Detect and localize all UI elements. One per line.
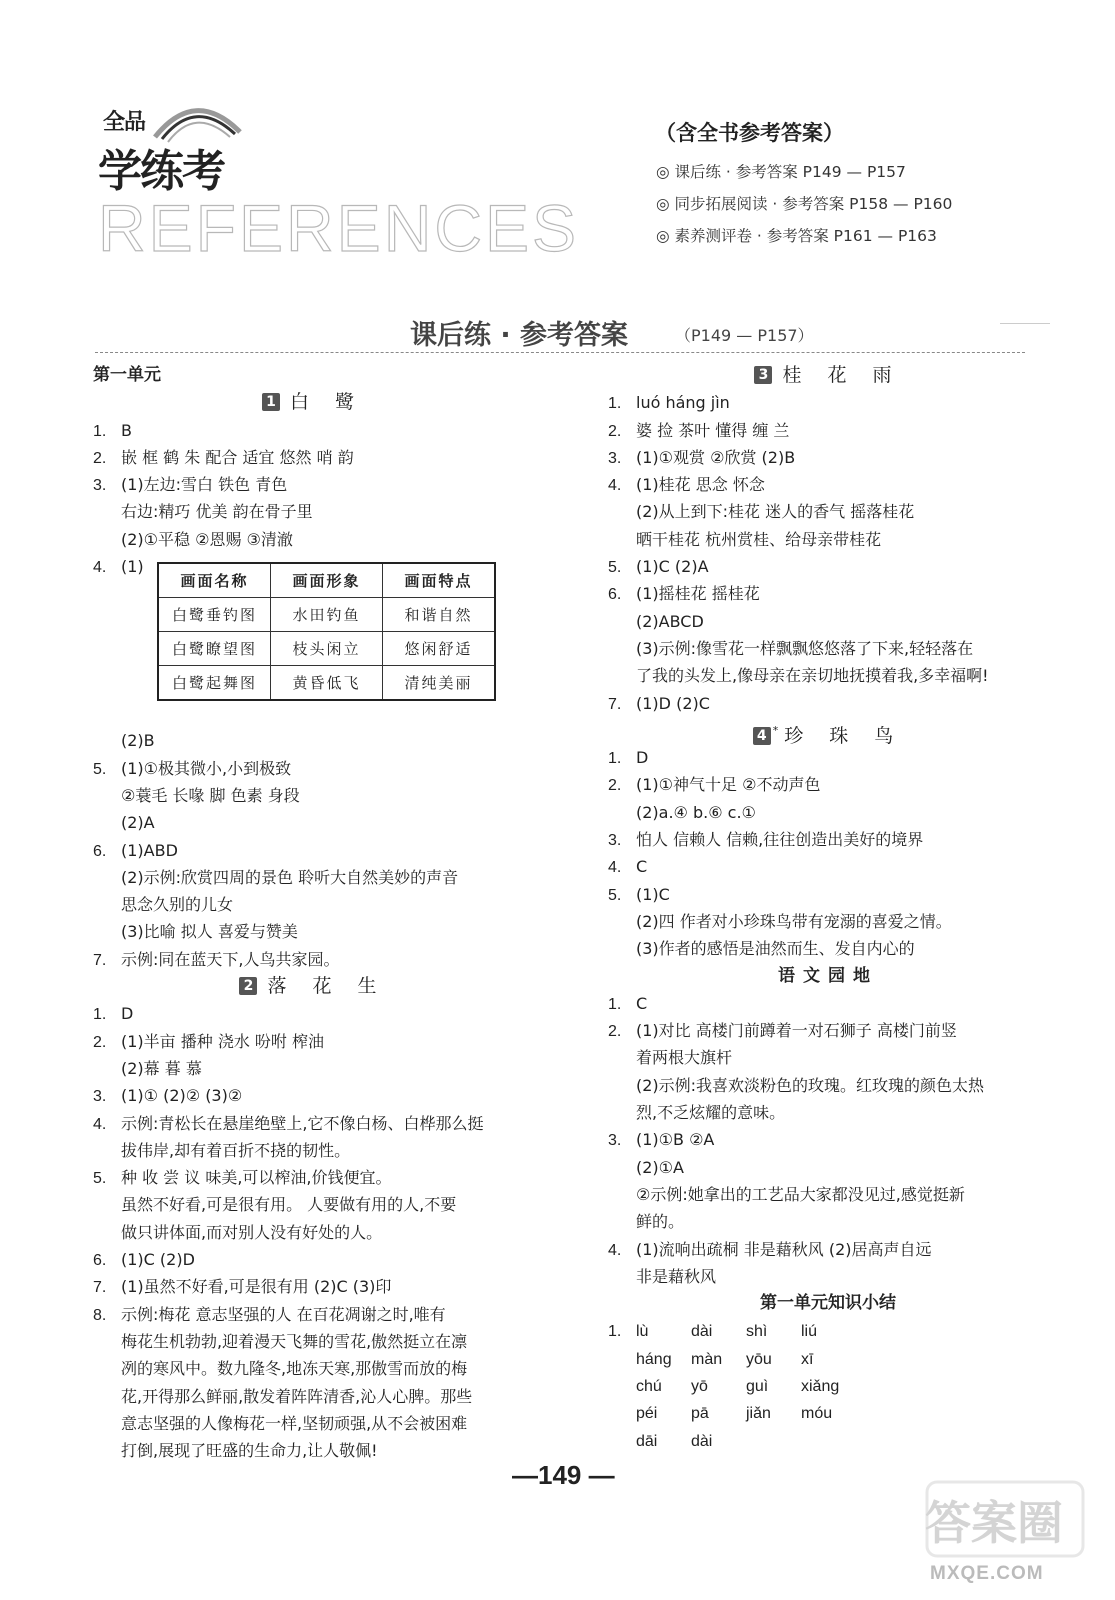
answer-line (93, 1383, 533, 1410)
answer-line (93, 1137, 533, 1164)
pinyin-word: móu (801, 1405, 833, 1423)
answer-text: (3)比喻 拟人 喜爱与赞美 (121, 922, 298, 942)
answer-line (608, 1181, 1048, 1208)
table-cell: 悠闲舒适 (383, 632, 496, 666)
answer-text: 花,开得那么鲜丽,散发着阵阵清香,沁人心脾。那些 (121, 1386, 473, 1406)
answer-table (157, 562, 496, 701)
answer-line (93, 1355, 533, 1382)
lesson-title (608, 362, 1048, 389)
table-cell: 白鹭垂钓图 (158, 598, 271, 632)
answer-line (608, 608, 1048, 635)
lesson-title (93, 389, 533, 416)
answer-text: (3)示例:像雪花一样飘飘悠悠落了下来,轻轻落在 (636, 638, 974, 658)
answer-line (93, 1164, 533, 1191)
answer-text: 怕人 信赖人 信赖,往往创造出美好的境界 (636, 830, 924, 850)
question-number: 2. (608, 422, 622, 440)
answer-line (93, 1328, 533, 1355)
pinyin-word: xī (801, 1350, 814, 1368)
answer-line (93, 1301, 533, 1328)
lesson-title (93, 973, 533, 1000)
watermark-url: MXQE.COM (930, 1563, 1044, 1584)
logo-text: 学练考 (98, 146, 224, 197)
question-number: 3. (93, 1088, 107, 1106)
contents-list (656, 160, 952, 256)
answer-line (93, 1082, 533, 1109)
answer-list (93, 727, 533, 973)
answer-line (93, 417, 533, 444)
pinyin-word: dài (691, 1323, 713, 1341)
answer-line (608, 908, 1048, 935)
question-number: 7. (93, 1279, 107, 1297)
answer-text: 虽然不好看,可是很有用。 人要做有用的人,不要 (121, 1195, 457, 1215)
table-cell: 水田钓鱼 (271, 598, 383, 632)
answer-line (93, 1410, 533, 1437)
question-number: 2. (608, 1023, 622, 1041)
answer-text: (2)四 作者对小珍珠鸟带有宠溺的喜爱之情。 (636, 911, 952, 931)
lesson-number-badge: 2 (239, 977, 257, 995)
answer-text: (1)C (636, 884, 670, 904)
table-cell: 白鹭瞭望图 (158, 632, 271, 666)
left-column (93, 362, 533, 1464)
right-column (608, 362, 1048, 1454)
question-number: 2. (93, 1033, 107, 1051)
question-number: 4. (93, 559, 107, 577)
pinyin-word: jiǎn (746, 1405, 771, 1423)
answer-line (608, 580, 1048, 607)
garden-title: 语文园地 (778, 965, 878, 986)
pinyin-row (608, 1345, 1048, 1372)
answer-line (608, 471, 1048, 498)
pinyin-word: lù (636, 1323, 649, 1341)
question-number: 8. (93, 1306, 107, 1324)
answer-line (93, 918, 533, 945)
answer-text: (1)半亩 播种 浇水 吩咐 榨油 (121, 1031, 325, 1051)
answer-text: 非是藉秋风 (636, 1266, 717, 1286)
answer-text: 打倒,展现了旺盛的生命力,让人敬佩! (121, 1441, 378, 1461)
answer-line (93, 1246, 533, 1273)
answer-text: (2)A (121, 813, 155, 833)
lesson-name: 桂 花 雨 (782, 364, 902, 386)
answer-line (608, 853, 1048, 880)
question-number: 7. (93, 951, 107, 969)
answer-text: (1)①极其微小,小到极致 (121, 758, 292, 778)
question-number: 4. (93, 1115, 107, 1133)
question-number: 1. (608, 750, 622, 768)
answer-line (608, 1236, 1048, 1263)
summary-title: 第一单元知识小结 (760, 1293, 896, 1314)
answer-line (608, 1044, 1048, 1071)
pinyin-row (608, 1372, 1048, 1399)
answer-line (93, 1055, 533, 1082)
question-number: 6. (608, 586, 622, 604)
decorative-line (1000, 323, 1050, 324)
question-number: 5. (608, 886, 622, 904)
lesson-name: 珍 珠 鸟 (784, 724, 904, 747)
table-header-cell: 画面形象 (271, 563, 383, 598)
table-header-row (158, 563, 495, 598)
answer-text: (3)作者的感悟是油然而生、发自内心的 (636, 939, 915, 959)
pinyin-word: shì (746, 1323, 768, 1341)
contents-title: （含全书参考答案） (655, 121, 844, 145)
pinyin-word: péi (636, 1405, 658, 1423)
answer-line (608, 799, 1048, 826)
answer-line (608, 744, 1048, 771)
answer-line (608, 1099, 1048, 1126)
table-row (158, 666, 495, 701)
answer-text: 示例:同在蓝天下,人鸟共家园。 (121, 949, 340, 969)
answer-line (93, 1437, 533, 1464)
answer-text: D (636, 748, 649, 768)
answer-line (608, 444, 1048, 471)
question-number: 3. (608, 832, 622, 850)
answer-line (93, 526, 533, 553)
answer-text: 冽的寒风中。数九隆冬,地冻天寒,那傲雪而放的梅 (121, 1359, 468, 1379)
answer-line (93, 782, 533, 809)
answer-text: 示例:青松长在悬崖绝壁上,它不像白杨、白桦那么挺 (121, 1113, 484, 1133)
answer-list (93, 1000, 533, 1464)
answer-list (608, 744, 1048, 962)
answer-line (608, 1263, 1048, 1290)
answer-line (93, 444, 533, 471)
answer-text: 鲜的。 (636, 1212, 685, 1232)
answer-text: (1)①观赏 ②欣赏 (2)B (636, 447, 796, 467)
answer-text: C (636, 993, 648, 1013)
pinyin-list (608, 1317, 1048, 1453)
answer-text: 了我的头发上,像母亲在亲切地抚摸着我,多幸福啊! (636, 666, 989, 686)
answer-text: 示例:梅花 意志坚强的人 在百花凋谢之时,唯有 (121, 1304, 446, 1324)
answer-text: (1) (121, 557, 144, 577)
question-number: 5. (608, 559, 622, 577)
section-title: 课后练 · 参考答案 (410, 320, 629, 351)
question-number: 5. (93, 1170, 107, 1188)
question-number: 1. (608, 395, 622, 413)
question-number: 1. (608, 1323, 622, 1341)
answer-line (608, 771, 1048, 798)
answer-text: 做只讲体面,而对别人没有好处的人。 (121, 1222, 383, 1242)
answer-text: 梅花生机勃勃,迎着漫天飞舞的雪花,傲然挺立在凛 (121, 1331, 468, 1351)
answer-line (608, 635, 1048, 662)
table-cell: 白鹭起舞图 (158, 666, 271, 701)
answer-text: (1)①B ②A (636, 1130, 715, 1150)
answer-list (608, 990, 1048, 1290)
question-number: 4. (608, 1241, 622, 1259)
answer-text: (1)虽然不好看,可是很有用 (2)C (3)印 (121, 1277, 392, 1297)
pinyin-word: guì (746, 1377, 769, 1395)
pinyin-word: yō (691, 1377, 708, 1395)
answer-list (608, 389, 1048, 717)
dashed-divider (95, 352, 1025, 353)
answer-text: (1)① (2)② (3)② (121, 1086, 243, 1106)
answer-line (608, 662, 1048, 689)
pinyin-word: chú (636, 1377, 662, 1395)
contents-item: ◎ 课后练 · 参考答案 P149 — P157 (656, 163, 906, 181)
question-number: 1. (93, 1006, 107, 1024)
answer-text: 种 收 尝 议 味美,可以榨油,价钱便宜。 (121, 1168, 392, 1188)
answer-text: 意志坚强的人像梅花一样,坚韧顽强,从不会被困难 (121, 1413, 468, 1433)
answer-text: (1)ABD (121, 840, 178, 860)
lesson-number-badge: 1 (262, 393, 280, 411)
answer-text: (1)D (2)C (636, 693, 710, 713)
answer-text: (1)对比 高楼门前蹲着一对石狮子 高楼门前竖 (636, 1021, 957, 1041)
answer-line (608, 826, 1048, 853)
answer-text: (2)ABCD (636, 611, 704, 631)
answer-text: 婆 捡 茶叶 懂得 缠 兰 (636, 420, 790, 440)
answer-line (608, 1154, 1048, 1181)
question-number: 1. (608, 995, 622, 1013)
answer-text: luó háng jìn (636, 393, 730, 413)
answer-text: 着两根大旗杆 (636, 1048, 733, 1068)
answer-line (93, 809, 533, 836)
pinyin-row (608, 1427, 1048, 1454)
answer-text: (2)a.④ b.⑥ c.① (636, 802, 756, 822)
answer-text: (2)从上到下:桂花 迷人的香气 摇落桂花 (636, 502, 915, 522)
lesson-name: 落 花 生 (267, 975, 387, 998)
question-number: 1. (93, 422, 107, 440)
answer-text: 拔伟岸,却有着百折不挠的韧性。 (121, 1140, 351, 1160)
answer-text: 烈,不乏炫耀的意味。 (636, 1103, 786, 1123)
answer-line (608, 1126, 1048, 1153)
answer-line (608, 1208, 1048, 1235)
pinyin-word: dài (691, 1432, 713, 1450)
pinyin-word: háng (636, 1350, 672, 1368)
pinyin-row (608, 1317, 1048, 1344)
pinyin-row (608, 1399, 1048, 1426)
answer-line (93, 727, 533, 754)
answer-text: (1)摇桂花 摇桂花 (636, 584, 760, 604)
answer-line (608, 417, 1048, 444)
question-number: 2. (608, 777, 622, 795)
answer-line (608, 1072, 1048, 1099)
answer-line (93, 1000, 533, 1027)
answer-text: C (636, 857, 648, 877)
question-number: 6. (93, 842, 107, 860)
answer-text: (2)①平稳 ②恩赐 ③清澈 (121, 529, 293, 549)
answer-text: 嵌 框 鹤 朱 配合 适宜 悠然 哨 韵 (121, 447, 354, 467)
question-number: 3. (608, 449, 622, 467)
answer-line (93, 1028, 533, 1055)
contents-item: ◎ 同步拓展阅读 · 参考答案 P158 — P160 (656, 195, 953, 213)
optional-marker: * (772, 723, 779, 737)
question-number: 4. (608, 477, 622, 495)
pinyin-word: yōu (746, 1350, 772, 1368)
references-title: REFERENCES (98, 191, 580, 265)
answer-line (93, 1219, 533, 1246)
answer-text: 右边:精巧 优美 韵在骨子里 (121, 502, 313, 522)
answer-line (608, 881, 1048, 908)
pinyin-word: màn (691, 1350, 723, 1368)
logo-small-text: 全品 (103, 110, 146, 135)
table-row (158, 632, 495, 666)
answer-text: (2)B (121, 731, 155, 751)
table-cell: 和谐自然 (383, 598, 496, 632)
answer-text: D (121, 1004, 134, 1024)
table-cell: 枝头闲立 (271, 632, 383, 666)
pinyin-word: dāi (636, 1432, 658, 1450)
answer-line (608, 553, 1048, 580)
answer-text: (2)幕 暮 慕 (121, 1058, 202, 1078)
answer-line (608, 990, 1048, 1017)
pinyin-word: xiǎng (801, 1377, 840, 1395)
question-number: 2. (93, 449, 107, 467)
question-number: 5. (93, 760, 107, 778)
answer-line (93, 1273, 533, 1300)
table-header-cell: 画面特点 (383, 563, 496, 598)
answer-text: (2)①A (636, 1157, 684, 1177)
answer-text: (1)C (2)A (636, 557, 709, 577)
answer-text: (1)左边:雪白 铁色 青色 (121, 475, 288, 495)
answer-line (608, 1017, 1048, 1044)
answer-line (93, 498, 533, 525)
answer-text: (1)桂花 思念 怀念 (636, 475, 765, 495)
answer-list (93, 417, 533, 581)
watermark-text: 答案圈 (925, 1496, 1063, 1550)
answer-text: (2)示例:我喜欢淡粉色的玫瑰。红玫瑰的颜色太热 (636, 1075, 985, 1095)
contents-item: ◎ 素养测评卷 · 参考答案 P161 — P163 (656, 227, 937, 245)
question-number: 7. (608, 695, 622, 713)
question-number: 3. (608, 1132, 622, 1150)
lesson-title (608, 717, 1048, 747)
answer-line (608, 526, 1048, 553)
table-header-cell: 画面名称 (158, 563, 271, 598)
answer-text: 思念久别的儿女 (121, 895, 234, 915)
lesson-name: 白 鹭 (289, 391, 365, 414)
answer-text: B (121, 420, 132, 440)
answer-text: (2)示例:欣赏四周的景色 聆听大自然美妙的声音 (121, 867, 459, 887)
answer-text: ②示例:她拿出的工艺品大家都没见过,感觉挺新 (636, 1184, 965, 1204)
table-cell: 黄昏低飞 (271, 666, 383, 701)
answer-text: (1)流响出疏桐 非是藉秋风 (2)居高声自远 (636, 1239, 932, 1259)
unit-title: 第一单元 (93, 365, 161, 385)
section-range: （P149 — P157） (675, 326, 814, 345)
pinyin-word: pā (691, 1405, 709, 1423)
answer-line (608, 690, 1048, 717)
lesson-number-badge: 4 (753, 727, 771, 745)
table-cell: 清纯美丽 (383, 666, 496, 701)
pinyin-word: liú (801, 1323, 818, 1341)
table-row (158, 598, 495, 632)
answer-line (93, 755, 533, 782)
question-number: 6. (93, 1252, 107, 1270)
lesson-number-badge: 3 (754, 366, 772, 384)
answer-line (93, 946, 533, 973)
answer-line (93, 837, 533, 864)
answer-text: (1)C (2)D (121, 1250, 195, 1270)
answer-line (93, 471, 533, 498)
question-number: 4. (608, 859, 622, 877)
answer-line (93, 1110, 533, 1137)
answer-line (93, 891, 533, 918)
answer-text: (1)①神气十足 ②不动声色 (636, 775, 821, 795)
answer-line (608, 935, 1048, 962)
answer-text: ②蓑毛 长喙 脚 色素 身段 (121, 785, 300, 805)
answer-line (608, 389, 1048, 416)
page-number: —149 — (512, 1460, 615, 1490)
answer-line (93, 864, 533, 891)
answer-line (93, 1191, 533, 1218)
answer-text: 晒干桂花 杭州赏桂、给母亲带桂花 (636, 529, 882, 549)
answer-line (608, 498, 1048, 525)
question-number: 3. (93, 477, 107, 495)
